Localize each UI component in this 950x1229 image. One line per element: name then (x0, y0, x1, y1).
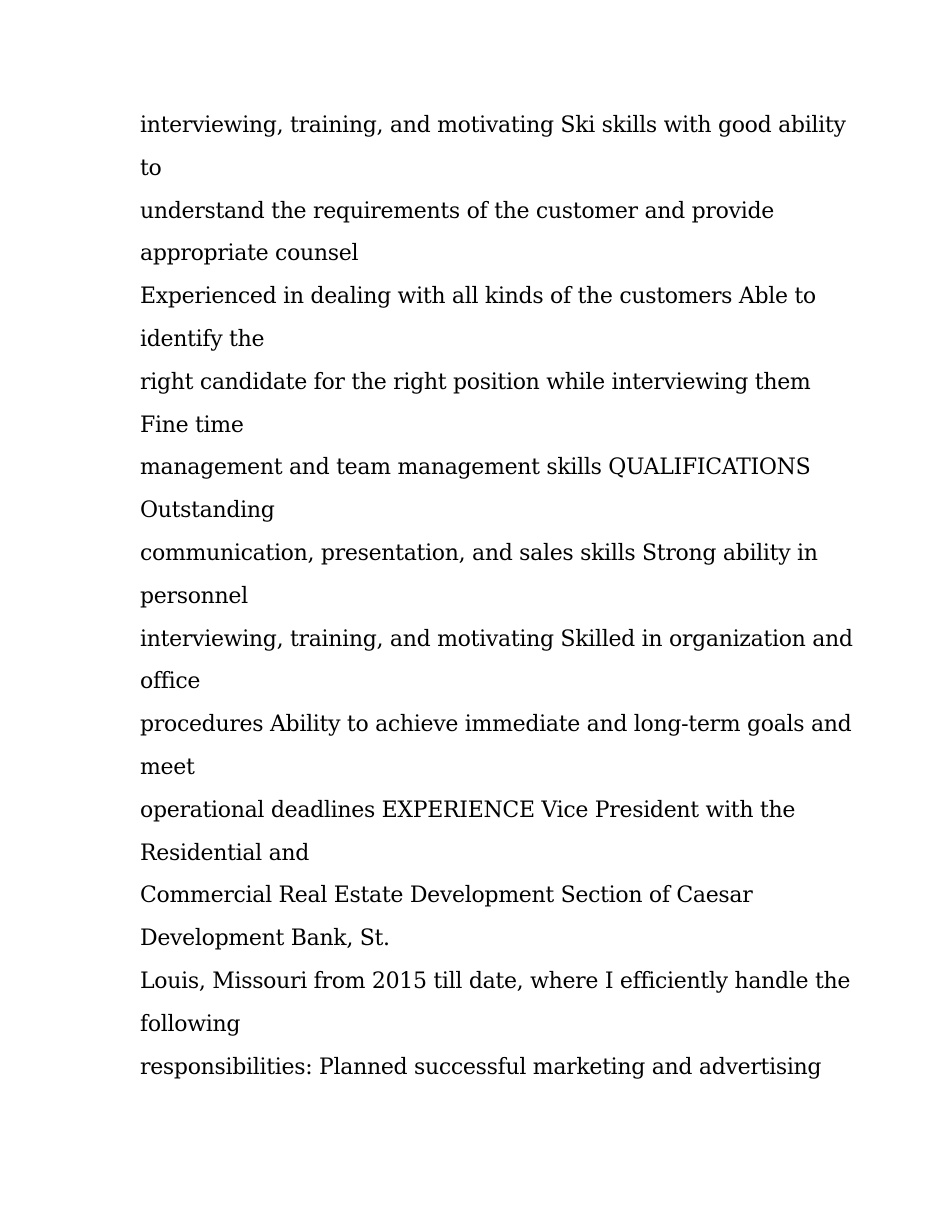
text-line: management and team management skills QUALIFICATIONS (140, 455, 811, 481)
text-line: interviewing, training, and motivating Skilled in organization and (140, 626, 853, 652)
text-line: appropriate counsel (140, 241, 359, 267)
text-line: following (140, 1011, 241, 1037)
text-line: Outstanding (140, 498, 275, 524)
text-line: Louis, Missouri from 2015 till date, where I efficiently handle the (140, 968, 851, 994)
text-line: communication, presentation, and sales skills Strong ability in (140, 540, 818, 566)
text-line: interviewing, training, and motivating Ski skills with good ability (140, 113, 846, 138)
text-line: office (140, 669, 201, 695)
text-line: Experienced in dealing with all kinds of the customers Able to (140, 284, 816, 310)
text-line: Fine time (140, 412, 244, 438)
text-line: personnel (140, 583, 248, 609)
text-line: meet (140, 754, 195, 780)
text-line: operational deadlines EXPERIENCE Vice President with the (140, 797, 796, 823)
text-line: identify the (140, 326, 265, 352)
text-line: understand the requirements of the customer and provide (140, 198, 774, 224)
text-line: to (140, 155, 162, 181)
text-line: Commercial Real Estate Development Section of Caesar (140, 883, 753, 909)
text-line: procedures Ability to achieve immediate and long-term goals and (140, 712, 852, 738)
text-line: responsibilities: Planned successful marketing and advertising (140, 1054, 822, 1080)
text-line: right candidate for the right position while interviewing them (140, 369, 811, 395)
document-body-text (140, 105, 853, 1089)
text-line: Residential and (140, 840, 310, 866)
text-line: Development Bank, St. (140, 926, 390, 952)
